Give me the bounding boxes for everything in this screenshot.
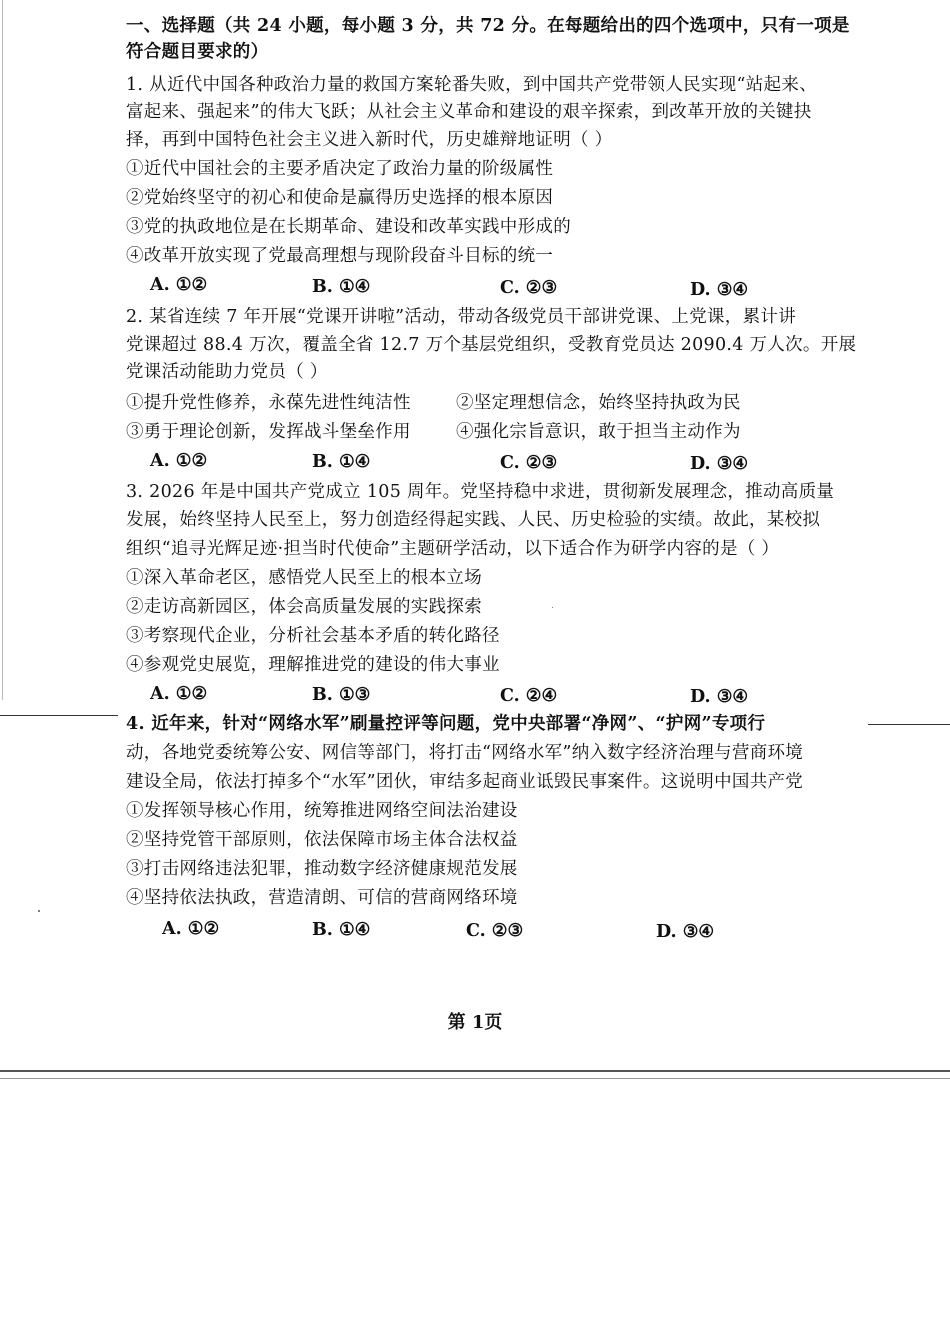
q3-option-a: A. ①②	[150, 684, 208, 704]
q1-option-b: B. ①④	[312, 277, 371, 297]
page-bottom-rule-secondary	[0, 1078, 950, 1079]
q1-stem-line3: 择，再到中国特色社会主义进入新时代，历史雄辩地证明（ ）	[126, 130, 613, 150]
q1-option-d: D. ③④	[690, 280, 749, 300]
q2-item-2: ②坚定理想信念，始终坚持执政为民	[456, 393, 741, 413]
q2-option-b: B. ①④	[312, 452, 371, 472]
q2-item-3: ③勇于理论创新，发挥战斗堡垒作用	[126, 422, 411, 442]
scan-speck	[552, 607, 553, 608]
q4-item-4: ④坚持依法执政，营造清朗、可信的营商网络环境	[126, 888, 518, 908]
q3-option-c: C. ②④	[500, 686, 558, 706]
q3-item-2: ②走访高新园区，体会高质量发展的实践探索	[126, 597, 482, 617]
q4-stem-line2: 动，各地党委统筹公安、网信等部门，将打击“网络水军”纳入数字经济治理与营商环境	[126, 743, 804, 763]
q4-item-2: ②坚持党管干部原则，依法保障市场主体合法权益	[126, 830, 518, 850]
q4-stem-line1: 4. 近年来，针对“网络水军”刷量控评等问题，党中央部署“净网”、“护网”专项行	[126, 714, 766, 734]
q4-option-b: B. ①④	[312, 920, 371, 940]
fold-line-left	[0, 715, 118, 716]
q3-stem-line3: 组织“追寻光辉足迹·担当时代使命”主题研学活动，以下适合作为研学内容的是（ ）	[126, 539, 780, 559]
q3-item-3: ③考察现代企业，分析社会基本矛盾的转化路径	[126, 626, 500, 646]
q4-stem-line3: 建设全局，依法打掉多个“水军”团伙，审结多起商业诋毁民事案件。这说明中国共产党	[126, 772, 804, 792]
section-header-line2: 符合题目要求的）	[126, 42, 269, 62]
q2-item-4: ④强化宗旨意识，敢于担当主动作为	[456, 422, 741, 442]
q1-option-a: A. ①②	[150, 275, 208, 295]
q4-option-d: D. ③④	[656, 922, 715, 942]
q3-item-4: ④参观党史展览，理解推进党的建设的伟大事业	[126, 655, 500, 675]
q2-option-c: C. ②③	[500, 453, 558, 473]
q2-stem-line2: 党课超过 88.4 万次，覆盖全省 12.7 万个基层党组织，受教育党员达 2090.4 万人次。开展	[126, 335, 857, 355]
q1-item-2: ②党始终坚守的初心和使命是赢得历史选择的根本原因	[126, 188, 554, 208]
q2-item-1: ①提升党性修养，永葆先进性纯洁性	[126, 393, 411, 413]
q1-item-3: ③党的执政地位是在长期革命、建设和改革实践中形成的	[126, 217, 571, 237]
scan-edge	[2, 0, 3, 700]
q4-item-3: ③打击网络违法犯罪，推动数字经济健康规范发展	[126, 859, 518, 879]
section-header-line1: 一、选择题（共 24 小题，每小题 3 分，共 72 分。在每题给出的四个选项中，只有一项是	[126, 16, 850, 36]
q2-option-d: D. ③④	[690, 454, 749, 474]
q3-option-b: B. ①③	[312, 685, 371, 705]
scan-speck	[38, 910, 40, 912]
q3-stem-line2: 发展，始终坚持人民至上，努力创造经得起实践、人民、历史检验的实绩。故此，某校拟	[126, 510, 821, 530]
page-number: 第 1页	[447, 1012, 503, 1033]
q3-option-d: D. ③④	[690, 687, 749, 707]
page-bottom-rule	[0, 1070, 950, 1072]
q4-option-a: A. ①②	[162, 919, 220, 939]
q3-stem-line1: 3. 2026 年是中国共产党成立 105 周年。党坚持稳中求进，贯彻新发展理念，推动高质量	[126, 482, 835, 502]
q1-stem-line2: 富起来、强起来”的伟大飞跃；从社会主义革命和建设的艰辛探索，到改革开放的关键抉	[126, 102, 812, 122]
q1-item-4: ④改革开放实现了党最高理想与现阶段奋斗目标的统一	[126, 246, 554, 266]
q1-item-1: ①近代中国社会的主要矛盾决定了政治力量的阶级属性	[126, 159, 554, 179]
q4-item-1: ①发挥领导核心作用，统筹推进网络空间法治建设	[126, 801, 518, 821]
q2-stem-line3: 党课活动能助力党员（ ）	[126, 362, 328, 382]
q1-option-c: C. ②③	[500, 278, 558, 298]
fold-line-right	[868, 724, 950, 725]
q3-item-1: ①深入革命老区，感悟党人民至上的根本立场	[126, 568, 482, 588]
q4-option-c: C. ②③	[466, 921, 524, 941]
q2-option-a: A. ①②	[150, 451, 208, 471]
q2-stem-line1: 2. 某省连续 7 年开展“党课开讲啦”活动，带动各级党员干部讲党课、上党课，累计讲	[126, 307, 797, 327]
q1-stem-line1: 1. 从近代中国各种政治力量的救国方案轮番失败，到中国共产党带领人民实现“站起来、	[126, 75, 818, 95]
